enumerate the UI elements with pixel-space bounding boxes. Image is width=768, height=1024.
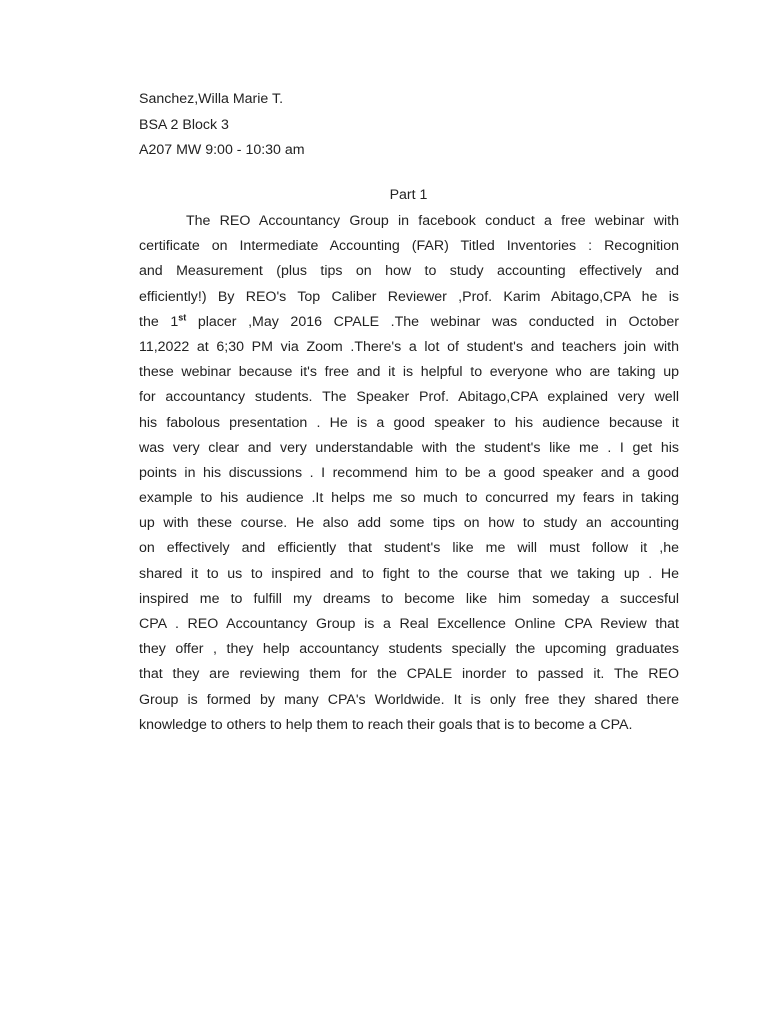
- paragraph-line: that they are reviewing them for the CPALE inorder to passed it. The REO: [139, 666, 679, 683]
- paragraph-line: they offer , they help accountancy students specially the upcoming graduates: [139, 641, 679, 658]
- paragraph-line: up with these course. He also add some tips on how to study an accounting: [139, 515, 679, 532]
- paragraph-line: certificate on Intermediate Accounting (FAR) Titled Inventories : Recognition: [139, 238, 679, 255]
- essay-paragraph: [139, 209, 679, 738]
- paragraph-line: knowledge to others to help them to reach their goals that is to become a CPA.: [139, 716, 633, 733]
- paragraph-line: points in his discussions . I recommend him to be a good speaker and a good: [139, 464, 679, 481]
- paragraph-line: example to his audience .It helps me so much to concurred my fears in taking: [139, 490, 679, 507]
- paragraph-line: his fabolous presentation . He is a good speaker to his audience because it: [139, 414, 679, 431]
- paragraph-line: efficiently!) By REO's Top Caliber Reviewer ,Prof. Karim Abitago,CPA he is: [139, 288, 679, 305]
- paragraph-line: and Measurement (plus tips on how to study accounting effectively and: [139, 263, 679, 280]
- paragraph-line: shared it to us to inspired and to fight to the course that we taking up . He: [139, 565, 679, 582]
- class-schedule: A207 MW 9:00 - 10:30 am: [139, 142, 305, 158]
- paragraph-line: for accountancy students. The Speaker Prof. Abitago,CPA explained very well: [139, 389, 679, 406]
- line-text: the 1: [139, 313, 179, 330]
- paragraph-line: CPA . REO Accountancy Group is a Real Excellence Online CPA Review that: [139, 616, 679, 632]
- ordinal-superscript: st: [178, 312, 187, 323]
- paragraph-line: 11,2022 at 6;30 PM via Zoom .There's a lot of student's and teachers join with: [139, 338, 679, 355]
- paragraph-line: was very clear and very understandable with the student's like me . I get his: [139, 439, 679, 456]
- student-name: Sanchez,Willa Marie T.: [139, 91, 284, 107]
- paragraph-line: The REO Accountancy Group in facebook conduct a free webinar with: [186, 213, 679, 229]
- student-header: [139, 87, 305, 164]
- paragraph-line: Group is formed by many CPA's Worldwide. It is only free they shared there: [139, 691, 679, 708]
- student-section: BSA 2 Block 3: [139, 116, 229, 133]
- paragraph-line: inspired me to fulfill my dreams to become like him someday a succesful: [139, 590, 679, 607]
- paragraph-line: on effectively and efficiently that student's like me will must follow it ,he: [139, 540, 679, 557]
- part-title: Part 1: [389, 187, 428, 203]
- paragraph-line: [139, 310, 679, 335]
- line-text: placer ,May 2016 CPALE .The webinar was conducted in October: [186, 313, 679, 330]
- paragraph-line: these webinar because it's free and it is helpful to everyone who are taking up: [139, 364, 679, 381]
